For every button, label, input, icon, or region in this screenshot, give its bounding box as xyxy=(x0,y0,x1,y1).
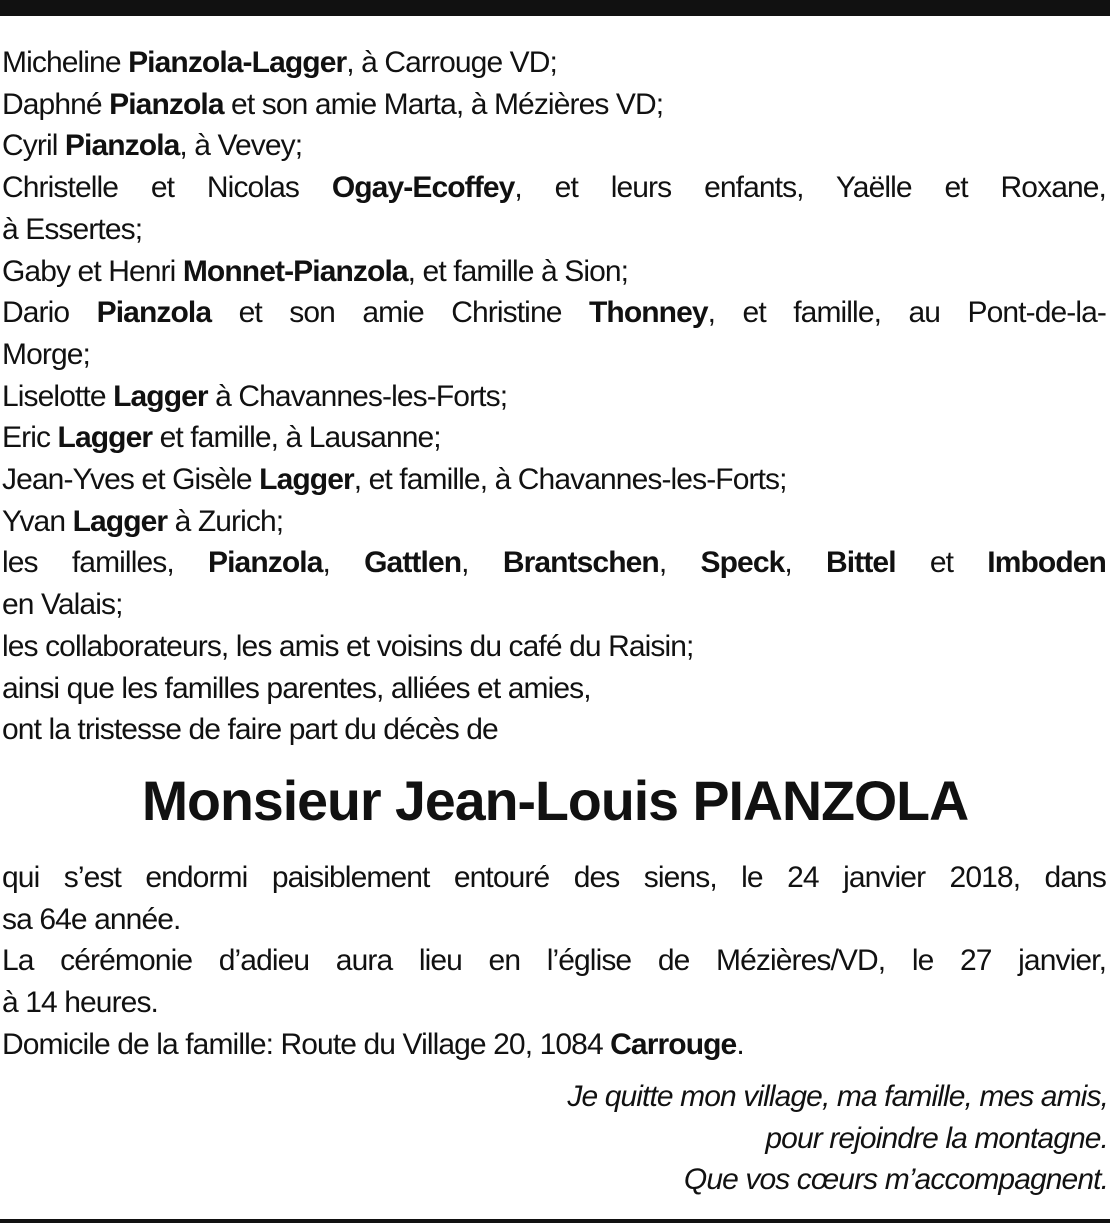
surname-bold: Thonney xyxy=(588,296,708,330)
text-segment: , xyxy=(784,546,827,580)
text-segment: à Zurich; xyxy=(167,504,284,538)
family-line xyxy=(2,376,1106,418)
family-line xyxy=(2,42,1106,84)
text-segment: et son amie Marta, à Mézières VD; xyxy=(223,87,664,121)
surname-bold: Monnet-Pianzola xyxy=(182,254,408,288)
family-line xyxy=(2,709,1106,751)
text-segment: Jean-Yves et Gisèle xyxy=(2,463,260,497)
text-segment: Cyril xyxy=(2,129,65,163)
detail-line xyxy=(2,857,1106,899)
quote-line: pour rejoindre la montagne. xyxy=(765,1121,1108,1155)
deceased-name: Monsieur Jean-Louis PIANZOLA xyxy=(141,769,969,832)
detail-line xyxy=(2,982,1106,1024)
text-segment: , xyxy=(322,546,365,580)
family-line xyxy=(2,584,1106,626)
detail-line xyxy=(2,1024,1106,1066)
family-list xyxy=(2,42,1106,751)
text-segment: à Essertes; xyxy=(2,212,143,246)
family-line xyxy=(2,626,1106,668)
text-segment: , xyxy=(461,546,503,580)
surname-bold: Pianzola xyxy=(96,296,212,330)
surname-bold: Gattlen xyxy=(364,546,462,580)
text-segment: et xyxy=(895,546,988,580)
text-segment: , xyxy=(658,546,701,580)
text-segment: ainsi que les familles parentes, alliées et amies, xyxy=(2,671,591,705)
text-segment: Liselotte xyxy=(2,379,114,413)
surname-bold: Pianzola xyxy=(64,129,180,163)
text-segment: , et leurs enfants, Yaëlle et Roxane, xyxy=(514,171,1106,205)
top-rule xyxy=(0,0,1110,16)
family-line xyxy=(2,501,1106,543)
text-segment: en Valais; xyxy=(2,588,123,622)
surname-bold: Pianzola-Lagger xyxy=(128,46,347,79)
family-line xyxy=(2,167,1106,209)
text-segment: Yvan xyxy=(2,504,73,538)
text-segment: à Chavannes-les-Forts; xyxy=(207,379,508,413)
text-segment: Micheline xyxy=(2,46,129,79)
text-segment: , et famille, au Pont-de-la- xyxy=(707,296,1107,330)
surname-bold: Lagger xyxy=(57,421,153,455)
family-line xyxy=(2,459,1106,501)
text-segment: , et famille, à Chavannes-les-Forts; xyxy=(353,463,787,497)
text-segment: Domicile de la famille: Route du Village 20, 1084 xyxy=(2,1027,611,1061)
ceremony-details xyxy=(2,857,1106,1066)
text-segment: à 14 heures. xyxy=(2,986,158,1020)
text-segment: qui s’est endormi paisiblement entouré des siens, le 24 janvier 2018, dans xyxy=(2,861,1106,894)
text-segment: , à Carrouge VD; xyxy=(346,46,557,79)
surname-bold: Lagger xyxy=(113,379,208,413)
text-segment: sa 64e année. xyxy=(2,902,181,936)
family-line xyxy=(2,417,1106,459)
text-segment: . xyxy=(736,1027,744,1061)
family-line xyxy=(2,209,1106,251)
surname-bold: Pianzola xyxy=(207,546,323,580)
text-segment: Dario xyxy=(2,296,97,330)
family-line xyxy=(2,251,1106,293)
family-line xyxy=(2,84,1106,126)
text-segment: Daphné xyxy=(2,87,110,121)
surname-bold: Carrouge xyxy=(610,1027,737,1061)
text-segment: les familles, xyxy=(2,546,208,580)
quote-line: Que vos cœurs m’accompagnent. xyxy=(683,1163,1108,1196)
family-line xyxy=(2,292,1106,334)
surname-bold: Ogay-Ecoffey xyxy=(331,171,515,205)
text-segment: Morge; xyxy=(2,337,90,371)
detail-line xyxy=(2,940,1106,982)
surname-bold: Bittel xyxy=(826,546,896,580)
text-segment: et famille, à Lausanne; xyxy=(152,421,441,455)
text-segment: , à Vevey; xyxy=(179,129,303,163)
text-segment: les collaborateurs, les amis et voisins du café du Raisin; xyxy=(2,629,694,663)
text-segment: Gaby et Henri xyxy=(2,254,183,288)
text-segment: La cérémonie d’adieu aura lieu en l’église de Mézières/VD, le 27 janvier, xyxy=(2,944,1106,978)
text-segment: Christelle et Nicolas xyxy=(2,171,332,205)
bottom-rule xyxy=(0,1219,1110,1223)
surname-bold: Imboden xyxy=(987,546,1106,580)
text-segment: et son amie Christine xyxy=(211,296,589,330)
surname-bold: Lagger xyxy=(72,504,168,538)
text-segment: ont la tristesse de faire part du décès de xyxy=(2,713,498,747)
family-line xyxy=(2,668,1106,710)
surname-bold: Lagger xyxy=(259,463,354,497)
epitaph-quote xyxy=(308,1076,1108,1201)
detail-line xyxy=(2,899,1106,941)
surname-bold: Pianzola xyxy=(109,87,224,121)
family-line xyxy=(2,542,1106,584)
text-segment: , et famille à Sion; xyxy=(407,254,629,288)
surname-bold: Speck xyxy=(700,546,785,580)
family-line xyxy=(2,334,1106,376)
family-line xyxy=(2,125,1106,167)
quote-line: Je quitte mon village, ma famille, mes amis, xyxy=(567,1080,1108,1113)
surname-bold: Brantschen xyxy=(502,546,659,580)
text-segment: Eric xyxy=(2,421,58,455)
